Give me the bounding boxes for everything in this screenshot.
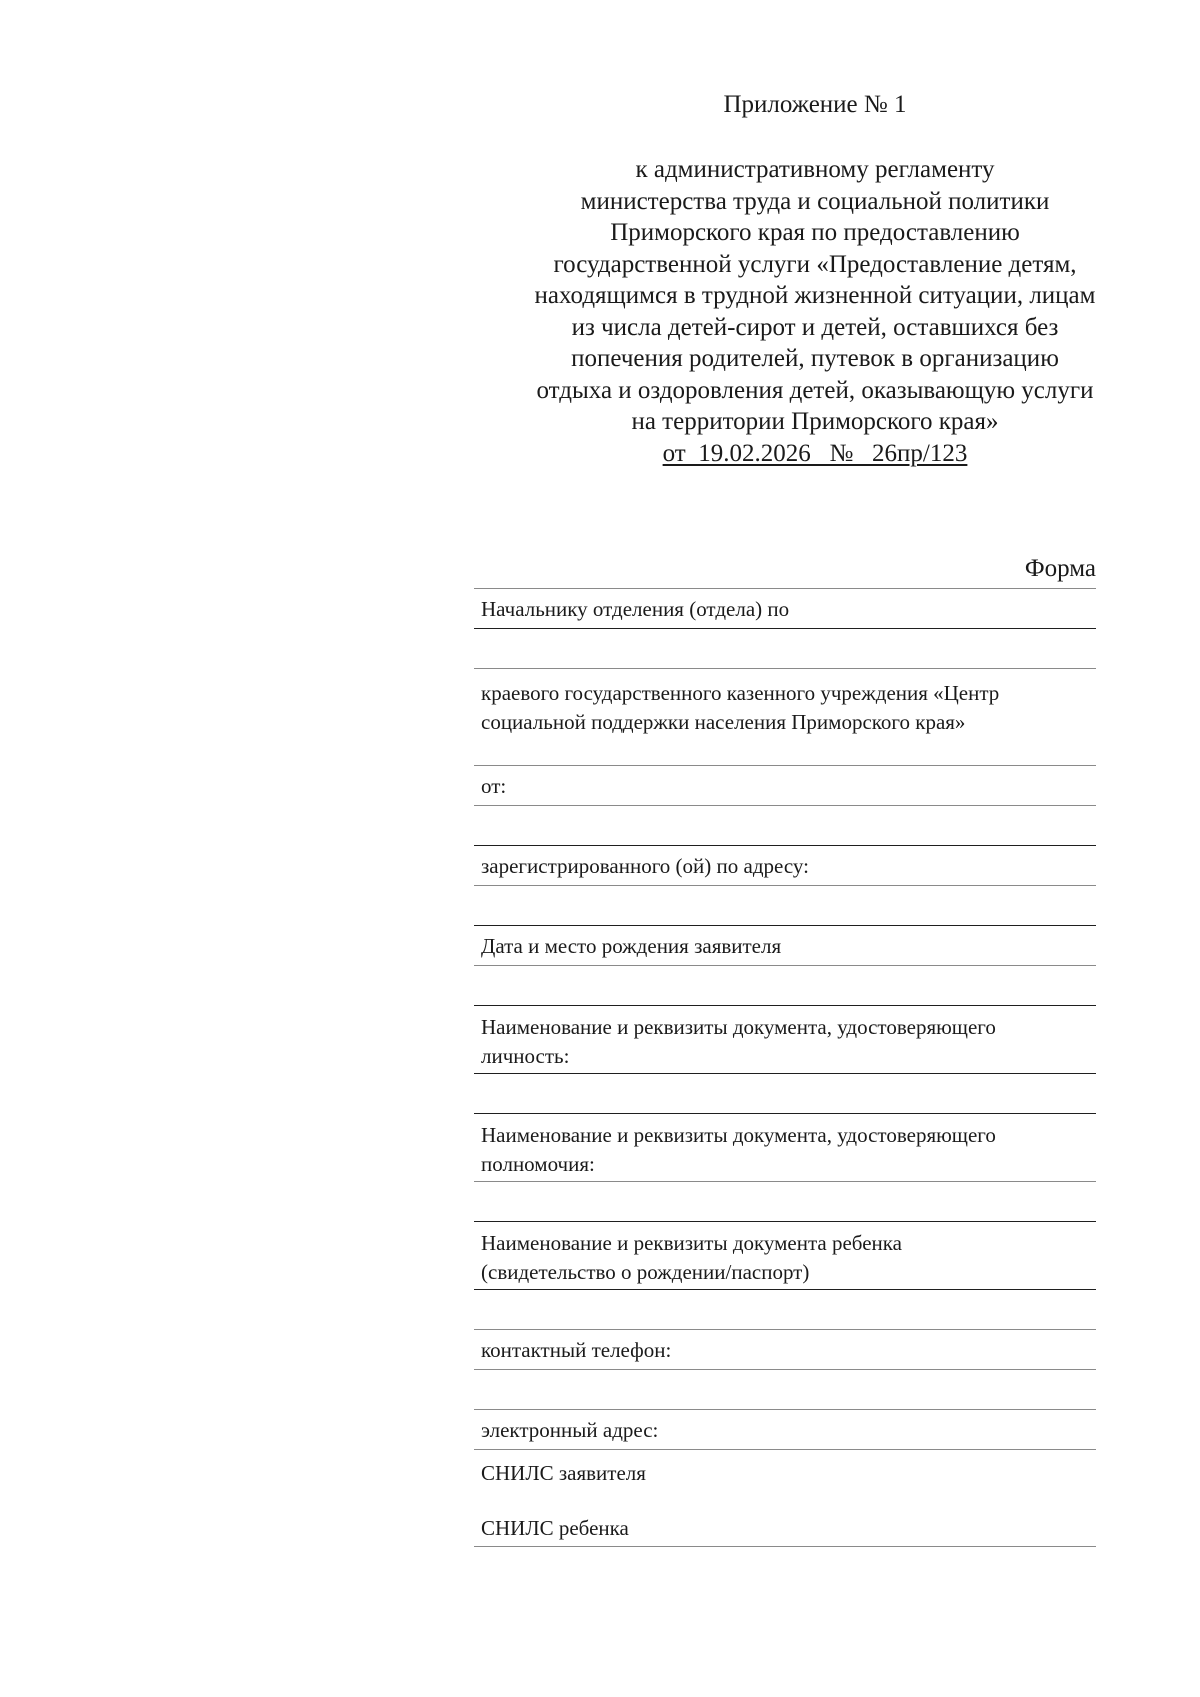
field-registered-address[interactable] [474,846,1096,886]
field-from-blank[interactable] [474,806,1096,846]
field-birth-blank[interactable] [474,966,1096,1006]
field-head-label: Начальнику отделения (отдела) по [481,597,790,621]
field-birth[interactable] [474,926,1096,966]
appendix-line: отдыха и оздоровления детей, оказывающую услуги [536,376,1094,404]
field-email[interactable] [474,1410,1096,1450]
appendix-line: государственной услуги «Предоставление детям, [553,250,1077,278]
field-head [474,589,1096,629]
field-organization-line1: краевого государственного казенного учреждения «Центр [481,681,1000,705]
appendix-line: на территории Приморского края» [631,408,999,435]
field-identity-document-line2: личность: [481,1044,570,1068]
application-form [474,548,1096,1547]
field-child-blank[interactable] [474,1290,1096,1330]
field-organization [474,669,1096,766]
field-from[interactable] [474,766,1096,806]
appendix-line: министерства труда и социальной политики [580,187,1050,215]
field-authority-blank[interactable] [474,1182,1096,1222]
field-child-document-line2: (свидетельство о рождении/паспорт) [481,1260,810,1284]
field-from-label: от: [481,774,507,798]
field-snils-applicant: СНИЛС заявителя [481,1461,646,1485]
field-child-document-line1: Наименование и реквизиты документа ребенка [481,1231,902,1255]
field-address-blank[interactable] [474,886,1096,926]
appendix-line: к административному регламенту [635,156,995,183]
field-snils-child: СНИЛС ребенка [481,1516,629,1540]
appendix-title [480,89,1150,121]
field-identity-document[interactable] [474,1006,1096,1074]
appendix-line: Приморского края по предоставлению [610,219,1020,246]
field-identity-blank[interactable] [474,1074,1096,1114]
field-child-document[interactable] [474,1222,1096,1290]
form-label: Форма [474,548,1096,589]
field-authority-document[interactable] [474,1114,1096,1182]
field-registered-address-label: зарегистрированного (ой) по адресу: [481,854,809,878]
field-phone[interactable] [474,1330,1096,1370]
field-phone-label: контактный телефон: [481,1338,672,1362]
field-organization-line2: социальной поддержки населения Приморского края» [481,710,966,734]
field-authority-document-line1: Наименование и реквизиты документа, удостоверяющего [481,1123,996,1147]
field-identity-document-line1: Наименование и реквизиты документа, удостоверяющего [481,1015,996,1039]
field-email-label: электронный адрес: [481,1418,659,1442]
appendix-title-text: Приложение № 1 [723,91,907,118]
field-birth-label: Дата и место рождения заявителя [481,934,782,958]
appendix-line: попечения родителей, путевок в организацию [571,345,1059,372]
appendix-header [480,154,1150,469]
appendix-line: из числа детей-сирот и детей, оставшихся без [571,313,1059,341]
field-department-blank[interactable] [474,629,1096,669]
field-snils[interactable] [474,1450,1096,1547]
appendix-date-number: от 19.02.2026 № 26пр/123 [662,439,968,467]
appendix-line: находящимся в трудной жизненной ситуации, лицам [534,282,1096,309]
field-authority-document-line2: полномочия: [481,1152,595,1176]
field-phone-blank[interactable] [474,1370,1096,1410]
